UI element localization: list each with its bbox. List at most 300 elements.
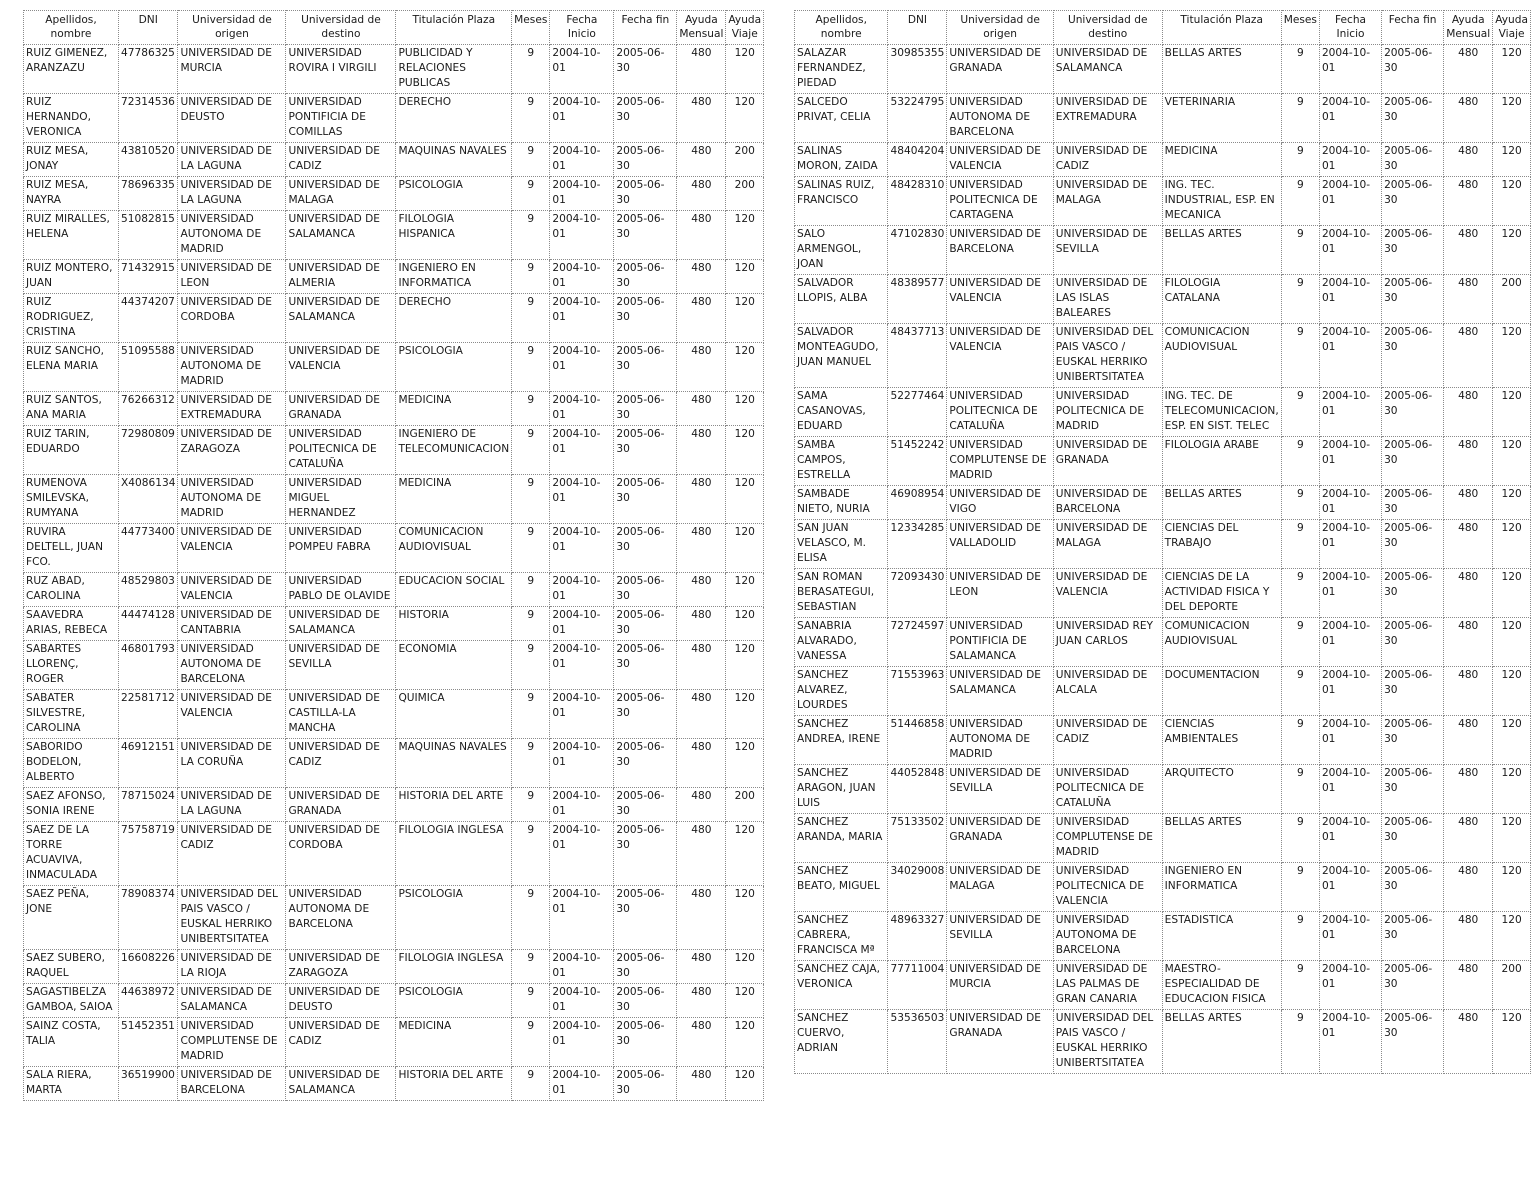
cell-monthly-aid: 480: [1444, 177, 1493, 226]
cell-end-date: 2005-06-30: [1382, 667, 1444, 716]
table-row: [24, 950, 764, 984]
cell-monthly-aid: 480: [1444, 226, 1493, 275]
cell-destination: UNIVERSIDAD COMPLUTENSE DE MADRID: [1053, 814, 1162, 863]
cell-destination: UNIVERSIDAD POLITECNICA DE VALENCIA: [1053, 863, 1162, 912]
cell-end-date: 2005-06-30: [614, 45, 677, 94]
cell-months: 9: [1281, 765, 1319, 814]
cell-travel-aid: 120: [1493, 94, 1531, 143]
cell-monthly-aid: 480: [677, 475, 726, 524]
cell-origin: UNIVERSIDAD DE LA LAGUNA: [178, 143, 286, 177]
table-row: [24, 984, 764, 1018]
cell-degree: FILOLOGIA INGLESA: [396, 822, 512, 886]
cell-travel-aid: 120: [1493, 324, 1531, 388]
cell-end-date: 2005-06-30: [614, 950, 677, 984]
cell-degree: PSICOLOGIA: [396, 886, 512, 950]
cell-origin: UNIVERSIDAD DE SEVILLA: [947, 912, 1053, 961]
cell-degree: MAQUINAS NAVALES: [396, 739, 512, 788]
cell-name: SALO ARMENGOL, JOAN: [795, 226, 888, 275]
header-months: Meses: [1281, 11, 1319, 45]
cell-name: RUIZ GIMENEZ, ARANZAZU: [24, 45, 119, 94]
table-row: [24, 573, 764, 607]
table-row: [795, 569, 1531, 618]
cell-months: 9: [1281, 45, 1319, 94]
cell-travel-aid: 200: [726, 788, 764, 822]
table-row: [795, 275, 1531, 324]
cell-name: SAEZ AFONSO, SONIA IRENE: [24, 788, 119, 822]
cell-destination: UNIVERSIDAD DE BARCELONA: [1053, 486, 1162, 520]
cell-name: SALINAS RUIZ, FRANCISCO: [795, 177, 888, 226]
cell-end-date: 2005-06-30: [614, 1018, 677, 1067]
cell-origin: UNIVERSIDAD POLITECNICA DE CARTAGENA: [947, 177, 1053, 226]
cell-monthly-aid: 480: [1444, 324, 1493, 388]
cell-travel-aid: 120: [726, 950, 764, 984]
cell-destination: UNIVERSIDAD DE CADIZ: [286, 739, 396, 788]
cell-end-date: 2005-06-30: [614, 641, 677, 690]
cell-start-date: 2004-10-01: [550, 984, 614, 1018]
cell-end-date: 2005-06-30: [1382, 226, 1444, 275]
cell-degree: ESTADISTICA: [1162, 912, 1281, 961]
header-start-date: Fecha Inicio: [1319, 11, 1381, 45]
cell-degree: PSICOLOGIA: [396, 984, 512, 1018]
cell-destination: UNIVERSIDAD DE GRANADA: [1053, 437, 1162, 486]
cell-destination: UNIVERSIDAD AUTONOMA DE BARCELONA: [286, 886, 396, 950]
cell-travel-aid: 120: [1493, 177, 1531, 226]
cell-start-date: 2004-10-01: [1319, 94, 1381, 143]
cell-origin: UNIVERSIDAD POLITECNICA DE CATALUÑA: [947, 388, 1053, 437]
cell-end-date: 2005-06-30: [614, 573, 677, 607]
cell-destination: UNIVERSIDAD REY JUAN CARLOS: [1053, 618, 1162, 667]
cell-travel-aid: 120: [726, 984, 764, 1018]
cell-degree: ECONOMIA: [396, 641, 512, 690]
cell-start-date: 2004-10-01: [1319, 520, 1381, 569]
cell-travel-aid: 120: [726, 211, 764, 260]
cell-months: 9: [1281, 143, 1319, 177]
cell-dni: 53536503: [888, 1010, 947, 1074]
cell-origin: UNIVERSIDAD DE CANTABRIA: [178, 607, 286, 641]
cell-dni: 44474128: [119, 607, 178, 641]
cell-monthly-aid: 480: [1444, 667, 1493, 716]
cell-name: SAEZ PEÑA, JONE: [24, 886, 119, 950]
cell-travel-aid: 200: [726, 143, 764, 177]
cell-monthly-aid: 480: [1444, 716, 1493, 765]
cell-monthly-aid: 480: [677, 1018, 726, 1067]
cell-monthly-aid: 480: [677, 343, 726, 392]
cell-monthly-aid: 480: [677, 143, 726, 177]
cell-degree: QUIMICA: [396, 690, 512, 739]
cell-destination: UNIVERSIDAD DEL PAIS VASCO / EUSKAL HERRIKO UNIBERTSITATEA: [1053, 324, 1162, 388]
cell-months: 9: [512, 260, 550, 294]
cell-origin: UNIVERSIDAD DE VALENCIA: [178, 573, 286, 607]
cell-degree: DOCUMENTACION: [1162, 667, 1281, 716]
cell-start-date: 2004-10-01: [1319, 143, 1381, 177]
cell-monthly-aid: 480: [1444, 94, 1493, 143]
cell-degree: PUBLICIDAD Y RELACIONES PUBLICAS: [396, 45, 512, 94]
cell-dni: 48428310: [888, 177, 947, 226]
cell-name: SALVADOR LLOPIS, ALBA: [795, 275, 888, 324]
table-row: [795, 177, 1531, 226]
cell-destination: UNIVERSIDAD DE SALAMANCA: [1053, 45, 1162, 94]
cell-origin: UNIVERSIDAD DE EXTREMADURA: [178, 392, 286, 426]
table-row: [24, 45, 764, 94]
cell-monthly-aid: 480: [677, 641, 726, 690]
cell-months: 9: [512, 822, 550, 886]
cell-monthly-aid: 480: [1444, 437, 1493, 486]
cell-months: 9: [512, 641, 550, 690]
cell-travel-aid: 120: [1493, 45, 1531, 94]
cell-destination: UNIVERSIDAD PONTIFICIA DE COMILLAS: [286, 94, 396, 143]
header-travel-aid: Ayuda Viaje: [726, 11, 764, 45]
cell-degree: DERECHO: [396, 94, 512, 143]
cell-monthly-aid: 480: [1444, 618, 1493, 667]
cell-destination: UNIVERSIDAD DE CADIZ: [286, 1018, 396, 1067]
cell-monthly-aid: 480: [677, 886, 726, 950]
cell-origin: UNIVERSIDAD AUTONOMA DE MADRID: [947, 716, 1053, 765]
cell-name: SALAZAR FERNANDEZ, PIEDAD: [795, 45, 888, 94]
table-row: [24, 143, 764, 177]
cell-destination: UNIVERSIDAD DE ALMERIA: [286, 260, 396, 294]
cell-travel-aid: 120: [726, 641, 764, 690]
cell-origin: UNIVERSIDAD DE LA LAGUNA: [178, 177, 286, 211]
cell-monthly-aid: 480: [1444, 814, 1493, 863]
cell-dni: 34029008: [888, 863, 947, 912]
grants-table-left: [23, 10, 764, 1101]
cell-months: 9: [512, 211, 550, 260]
table-body: [795, 45, 1531, 1074]
cell-degree: MEDICINA: [396, 1018, 512, 1067]
cell-travel-aid: 120: [1493, 1010, 1531, 1074]
table-row: [795, 618, 1531, 667]
cell-origin: UNIVERSIDAD DE SALAMANCA: [178, 984, 286, 1018]
cell-monthly-aid: 480: [1444, 486, 1493, 520]
cell-dni: 44638972: [119, 984, 178, 1018]
cell-monthly-aid: 480: [1444, 388, 1493, 437]
cell-name: SAEZ SUBERO, RAQUEL: [24, 950, 119, 984]
cell-destination: UNIVERSIDAD POLITECNICA DE CATALUÑA: [286, 426, 396, 475]
cell-start-date: 2004-10-01: [550, 641, 614, 690]
cell-end-date: 2005-06-30: [614, 822, 677, 886]
table-row: [24, 1018, 764, 1067]
cell-months: 9: [1281, 324, 1319, 388]
cell-degree: ARQUITECTO: [1162, 765, 1281, 814]
cell-name: SANABRIA ALVARADO, VANESSA: [795, 618, 888, 667]
cell-months: 9: [512, 573, 550, 607]
cell-travel-aid: 120: [726, 45, 764, 94]
cell-origin: UNIVERSIDAD DE VALENCIA: [947, 324, 1053, 388]
cell-origin: UNIVERSIDAD AUTONOMA DE BARCELONA: [947, 94, 1053, 143]
cell-months: 9: [512, 143, 550, 177]
cell-degree: MEDICINA: [396, 475, 512, 524]
cell-monthly-aid: 480: [1444, 520, 1493, 569]
cell-degree: MAQUINAS NAVALES: [396, 143, 512, 177]
cell-destination: UNIVERSIDAD DE SEVILLA: [1053, 226, 1162, 275]
cell-monthly-aid: 480: [677, 260, 726, 294]
cell-travel-aid: 200: [1493, 275, 1531, 324]
cell-travel-aid: 120: [1493, 388, 1531, 437]
cell-monthly-aid: 480: [677, 788, 726, 822]
cell-origin: UNIVERSIDAD DE MURCIA: [947, 961, 1053, 1010]
cell-degree: BELLAS ARTES: [1162, 814, 1281, 863]
table-row: [795, 863, 1531, 912]
cell-end-date: 2005-06-30: [614, 607, 677, 641]
cell-name: SAN ROMAN BERASATEGUI, SEBASTIAN: [795, 569, 888, 618]
cell-name: SABORIDO BODELON, ALBERTO: [24, 739, 119, 788]
cell-name: SAGASTIBELZA GAMBOA, SAIOA: [24, 984, 119, 1018]
cell-origin: UNIVERSIDAD DE VALENCIA: [947, 143, 1053, 177]
table-header: [24, 11, 764, 45]
cell-travel-aid: 120: [1493, 569, 1531, 618]
cell-months: 9: [512, 294, 550, 343]
table-row: [24, 739, 764, 788]
cell-name: SAEZ DE LA TORRE ACUAVIVA, INMACULADA: [24, 822, 119, 886]
cell-degree: EDUCACION SOCIAL: [396, 573, 512, 607]
cell-dni: 44052848: [888, 765, 947, 814]
cell-dni: 72724597: [888, 618, 947, 667]
table-row: [24, 788, 764, 822]
cell-monthly-aid: 480: [1444, 275, 1493, 324]
cell-months: 9: [512, 177, 550, 211]
cell-end-date: 2005-06-30: [614, 177, 677, 211]
cell-origin: UNIVERSIDAD AUTONOMA DE MADRID: [178, 211, 286, 260]
cell-degree: PSICOLOGIA: [396, 177, 512, 211]
cell-monthly-aid: 480: [677, 211, 726, 260]
cell-name: RUIZ SANCHO, ELENA MARIA: [24, 343, 119, 392]
cell-origin: UNIVERSIDAD DE BARCELONA: [947, 226, 1053, 275]
cell-end-date: 2005-06-30: [1382, 814, 1444, 863]
table-row: [24, 294, 764, 343]
cell-start-date: 2004-10-01: [550, 607, 614, 641]
cell-end-date: 2005-06-30: [614, 524, 677, 573]
cell-travel-aid: 120: [726, 690, 764, 739]
cell-monthly-aid: 480: [677, 607, 726, 641]
cell-travel-aid: 120: [1493, 520, 1531, 569]
cell-travel-aid: 120: [1493, 667, 1531, 716]
cell-months: 9: [512, 984, 550, 1018]
cell-origin: UNIVERSIDAD DE CORDOBA: [178, 294, 286, 343]
cell-origin: UNIVERSIDAD DE VALLADOLID: [947, 520, 1053, 569]
cell-end-date: 2005-06-30: [1382, 961, 1444, 1010]
left-table-panel: [23, 10, 764, 1101]
cell-end-date: 2005-06-30: [614, 690, 677, 739]
cell-destination: UNIVERSIDAD DE ZARAGOZA: [286, 950, 396, 984]
cell-origin: UNIVERSIDAD DE DEUSTO: [178, 94, 286, 143]
cell-degree: BELLAS ARTES: [1162, 226, 1281, 275]
header-start-date: Fecha Inicio: [550, 11, 614, 45]
cell-monthly-aid: 480: [1444, 863, 1493, 912]
header-end-date: Fecha fin: [614, 11, 677, 45]
cell-start-date: 2004-10-01: [550, 573, 614, 607]
cell-destination: UNIVERSIDAD DE GRANADA: [286, 788, 396, 822]
cell-start-date: 2004-10-01: [550, 343, 614, 392]
cell-destination: UNIVERSIDAD ROVIRA I VIRGILI: [286, 45, 396, 94]
cell-end-date: 2005-06-30: [1382, 863, 1444, 912]
table-row: [795, 716, 1531, 765]
cell-months: 9: [512, 739, 550, 788]
cell-start-date: 2004-10-01: [1319, 618, 1381, 667]
cell-degree: HISTORIA: [396, 607, 512, 641]
cell-months: 9: [512, 426, 550, 475]
table-row: [795, 324, 1531, 388]
cell-start-date: 2004-10-01: [1319, 961, 1381, 1010]
cell-dni: 75758719: [119, 822, 178, 886]
cell-start-date: 2004-10-01: [1319, 437, 1381, 486]
cell-start-date: 2004-10-01: [550, 690, 614, 739]
cell-origin: UNIVERSIDAD DE GRANADA: [947, 45, 1053, 94]
cell-degree: HISTORIA DEL ARTE: [396, 1067, 512, 1101]
cell-end-date: 2005-06-30: [614, 426, 677, 475]
cell-start-date: 2004-10-01: [550, 950, 614, 984]
cell-dni: 16608226: [119, 950, 178, 984]
table-header: [795, 11, 1531, 45]
cell-degree: ING. TEC. DE TELECOMUNICACION, ESP. EN SIST. TELEC: [1162, 388, 1281, 437]
cell-destination: UNIVERSIDAD DE SALAMANCA: [286, 294, 396, 343]
cell-monthly-aid: 480: [677, 984, 726, 1018]
cell-end-date: 2005-06-30: [1382, 45, 1444, 94]
cell-travel-aid: 120: [726, 1018, 764, 1067]
cell-dni: 43810520: [119, 143, 178, 177]
cell-end-date: 2005-06-30: [1382, 1010, 1444, 1074]
table-row: [24, 886, 764, 950]
cell-name: SANCHEZ ARAGON, JUAN LUIS: [795, 765, 888, 814]
cell-months: 9: [1281, 716, 1319, 765]
cell-end-date: 2005-06-30: [614, 984, 677, 1018]
cell-months: 9: [512, 690, 550, 739]
cell-end-date: 2005-06-30: [1382, 912, 1444, 961]
cell-degree: HISTORIA DEL ARTE: [396, 788, 512, 822]
cell-end-date: 2005-06-30: [1382, 520, 1444, 569]
cell-months: 9: [512, 45, 550, 94]
cell-destination: UNIVERSIDAD POLITECNICA DE CATALUÑA: [1053, 765, 1162, 814]
cell-origin: UNIVERSIDAD DE MURCIA: [178, 45, 286, 94]
cell-travel-aid: 120: [726, 822, 764, 886]
cell-end-date: 2005-06-30: [1382, 569, 1444, 618]
cell-travel-aid: 120: [1493, 618, 1531, 667]
cell-dni: 48529803: [119, 573, 178, 607]
cell-destination: UNIVERSIDAD DE VALENCIA: [286, 343, 396, 392]
cell-travel-aid: 120: [726, 392, 764, 426]
cell-destination: UNIVERSIDAD DE GRANADA: [286, 392, 396, 426]
cell-dni: 51452242: [888, 437, 947, 486]
cell-months: 9: [1281, 388, 1319, 437]
cell-end-date: 2005-06-30: [1382, 437, 1444, 486]
cell-start-date: 2004-10-01: [550, 94, 614, 143]
table-row: [795, 226, 1531, 275]
cell-name: RUIZ MONTERO, JUAN: [24, 260, 119, 294]
cell-monthly-aid: 480: [1444, 961, 1493, 1010]
cell-destination: UNIVERSIDAD DE VALENCIA: [1053, 569, 1162, 618]
cell-monthly-aid: 480: [677, 1067, 726, 1101]
cell-start-date: 2004-10-01: [550, 886, 614, 950]
header-monthly-aid: Ayuda Mensual: [677, 11, 726, 45]
cell-months: 9: [512, 607, 550, 641]
cell-origin: UNIVERSIDAD DE LA RIOJA: [178, 950, 286, 984]
cell-monthly-aid: 480: [677, 392, 726, 426]
cell-end-date: 2005-06-30: [614, 1067, 677, 1101]
cell-dni: 30985355: [888, 45, 947, 94]
cell-end-date: 2005-06-30: [614, 343, 677, 392]
header-months: Meses: [512, 11, 550, 45]
cell-monthly-aid: 480: [1444, 765, 1493, 814]
cell-name: SANCHEZ BEATO, MIGUEL: [795, 863, 888, 912]
cell-origin: UNIVERSIDAD COMPLUTENSE DE MADRID: [947, 437, 1053, 486]
cell-end-date: 2005-06-30: [614, 211, 677, 260]
cell-name: SABATER SILVESTRE, CAROLINA: [24, 690, 119, 739]
cell-name: SAMBADE NIETO, NURIA: [795, 486, 888, 520]
cell-months: 9: [1281, 814, 1319, 863]
cell-destination: UNIVERSIDAD POMPEU FABRA: [286, 524, 396, 573]
cell-dni: 48963327: [888, 912, 947, 961]
cell-degree: PSICOLOGIA: [396, 343, 512, 392]
table-row: [24, 475, 764, 524]
cell-monthly-aid: 480: [677, 177, 726, 211]
cell-months: 9: [1281, 275, 1319, 324]
table-row: [24, 1067, 764, 1101]
cell-months: 9: [512, 475, 550, 524]
cell-end-date: 2005-06-30: [614, 886, 677, 950]
cell-origin: UNIVERSIDAD DE ZARAGOZA: [178, 426, 286, 475]
table-row: [795, 961, 1531, 1010]
cell-name: SANCHEZ ARANDA, MARIA: [795, 814, 888, 863]
cell-destination: UNIVERSIDAD DE MALAGA: [1053, 177, 1162, 226]
table-row: [795, 437, 1531, 486]
cell-name: SALINAS MORON, ZAIDA: [795, 143, 888, 177]
cell-end-date: 2005-06-30: [614, 143, 677, 177]
cell-start-date: 2004-10-01: [1319, 275, 1381, 324]
table-row: [795, 45, 1531, 94]
cell-destination: UNIVERSIDAD DE CADIZ: [286, 143, 396, 177]
cell-start-date: 2004-10-01: [550, 1067, 614, 1101]
cell-travel-aid: 120: [726, 739, 764, 788]
table-row: [795, 1010, 1531, 1074]
cell-start-date: 2004-10-01: [1319, 486, 1381, 520]
cell-degree: CIENCIAS AMBIENTALES: [1162, 716, 1281, 765]
header-end-date: Fecha fin: [1382, 11, 1444, 45]
cell-name: SALCEDO PRIVAT, CELIA: [795, 94, 888, 143]
cell-destination: UNIVERSIDAD DE SALAMANCA: [286, 211, 396, 260]
cell-origin: UNIVERSIDAD DE SEVILLA: [947, 765, 1053, 814]
cell-destination: UNIVERSIDAD DE CORDOBA: [286, 822, 396, 886]
cell-start-date: 2004-10-01: [1319, 765, 1381, 814]
table-row: [795, 143, 1531, 177]
cell-monthly-aid: 480: [677, 94, 726, 143]
cell-travel-aid: 120: [726, 343, 764, 392]
cell-destination: UNIVERSIDAD DE LAS PALMAS DE GRAN CANARIA: [1053, 961, 1162, 1010]
cell-destination: UNIVERSIDAD DE MALAGA: [1053, 520, 1162, 569]
cell-origin: UNIVERSIDAD PONTIFICIA DE SALAMANCA: [947, 618, 1053, 667]
cell-origin: UNIVERSIDAD DE VALENCIA: [178, 524, 286, 573]
table-row: [795, 765, 1531, 814]
cell-travel-aid: 120: [1493, 863, 1531, 912]
cell-end-date: 2005-06-30: [1382, 143, 1444, 177]
cell-start-date: 2004-10-01: [550, 294, 614, 343]
cell-degree: MAESTRO-ESPECIALIDAD DE EDUCACION FISICA: [1162, 961, 1281, 1010]
cell-origin: UNIVERSIDAD DE GRANADA: [947, 1010, 1053, 1074]
cell-end-date: 2005-06-30: [614, 392, 677, 426]
cell-dni: 78715024: [119, 788, 178, 822]
cell-name: SANCHEZ CABRERA, FRANCISCA Mª: [795, 912, 888, 961]
cell-travel-aid: 120: [1493, 143, 1531, 177]
cell-degree: COMUNICACION AUDIOVISUAL: [1162, 324, 1281, 388]
cell-months: 9: [512, 1067, 550, 1101]
header-travel-aid: Ayuda Viaje: [1493, 11, 1531, 45]
cell-origin: UNIVERSIDAD DE BARCELONA: [178, 1067, 286, 1101]
header-name: Apellidos, nombre: [795, 11, 888, 45]
cell-start-date: 2004-10-01: [1319, 863, 1381, 912]
cell-dni: 51446858: [888, 716, 947, 765]
cell-dni: 51095588: [119, 343, 178, 392]
cell-end-date: 2005-06-30: [1382, 94, 1444, 143]
cell-degree: CIENCIAS DEL TRABAJO: [1162, 520, 1281, 569]
cell-dni: 47102830: [888, 226, 947, 275]
